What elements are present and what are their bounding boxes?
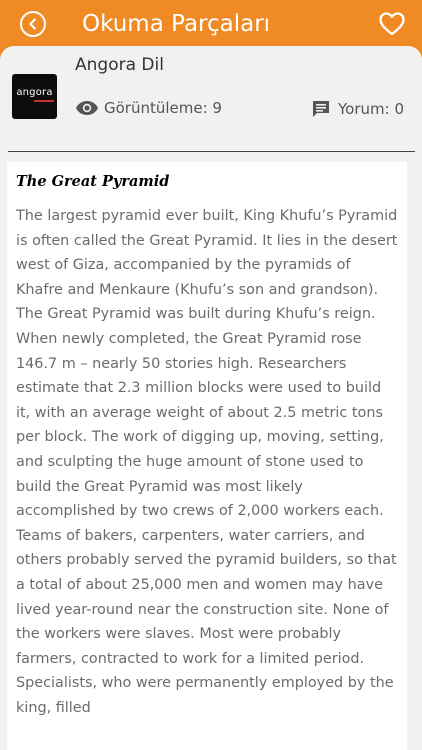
comment-icon bbox=[311, 99, 331, 119]
favorite-button[interactable] bbox=[378, 11, 406, 37]
logo-underline bbox=[34, 100, 54, 102]
comment-count-label: Yorum: 0 bbox=[338, 100, 404, 118]
article-card bbox=[7, 162, 407, 750]
view-count bbox=[75, 99, 222, 117]
page-title: Okuma Parçaları bbox=[82, 11, 271, 37]
eye-icon bbox=[75, 100, 99, 116]
provider-name: Angora Dil bbox=[75, 55, 164, 75]
chevron-left-icon bbox=[27, 18, 39, 30]
heart-outline-icon bbox=[378, 11, 406, 37]
content-panel bbox=[0, 46, 422, 750]
provider-logo bbox=[12, 74, 57, 119]
view-count-label: Görüntüleme: 9 bbox=[104, 99, 222, 117]
logo-text: angora bbox=[16, 87, 53, 98]
article-title: The Great Pyramid bbox=[16, 173, 170, 190]
top-bar bbox=[0, 0, 422, 50]
back-button[interactable] bbox=[20, 11, 46, 37]
article-body: The largest pyramid ever built, King Khufu’s Pyramid is often called the Great Pyramid. It lies in the desert west of Giza, accompanied by the pyramids of Khafre and Menkaure (Khufu’s son and grandson). The Great Pyramid was built during Khufu’s reign. When newly completed, the Great Pyramid rose 146.7 m – nearly 50 stories high. Researchers estimate that 2.3 million blocks were used to build it, with an average weight of about 2.5 metric tons per block. The work of digging up, moving, setting, and sculpting the huge amount of stone used to build the Great Pyramid was most likely accomplished by two crews of 2,000 workers each. Teams of bakers, carpenters, water carriers, and others probably served the pyramid builders, so that a total of about 25,000 men and women may have lived year-round near the construction site. None of the workers were slaves. Most were probably farmers, contracted to work for a limited period. Specialists, who were permanently employed by the king, filled bbox=[16, 208, 398, 716]
divider bbox=[8, 151, 415, 152]
comment-count[interactable] bbox=[311, 99, 404, 119]
